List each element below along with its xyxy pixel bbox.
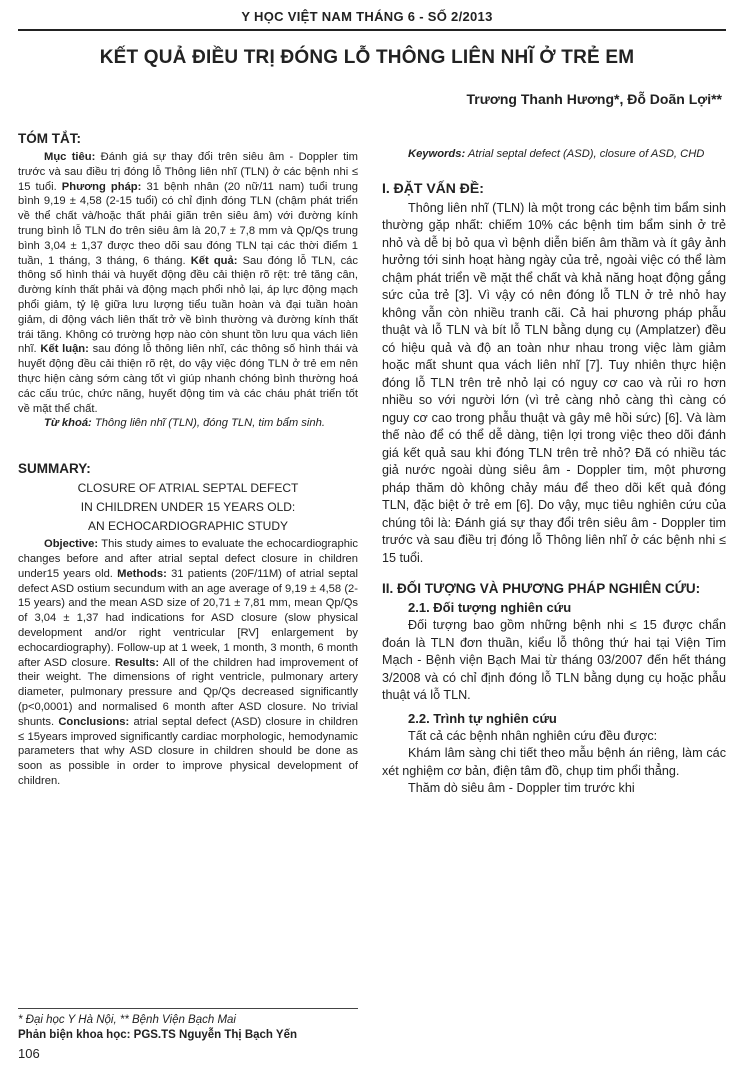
summary-body: [18, 537, 358, 789]
abstract-vi-keywords-label: Từ khoá:: [44, 417, 92, 430]
abstract-vi-conclusion-label: Kết luận:: [40, 343, 89, 356]
article-title: KẾT QUẢ ĐIỀU TRỊ ĐÓNG LỖ THÔNG LIÊN NHĨ Ở TRẺ EM: [99, 47, 635, 68]
summary-conclusion-label: Conclusions:: [58, 715, 130, 728]
summary-title-line: CLOSURE OF ATRIAL SEPTAL DEFECT: [77, 481, 299, 496]
running-head: Y HỌC VIỆT NAM THÁNG 6 - SỐ 2/2013: [241, 9, 493, 24]
affiliation-footnote: * Đại học Y Hà Nội, ** Bệnh Viện Bạch Mai: [18, 1014, 236, 1026]
section-2-1-text: Đối tượng bao gồm những bệnh nhi ≤ 15 được chẩn đoán là TLN đơn thuần, kiểu lỗ thông thứ hai tại Viện Tim Mạch - Bệnh viện Bạch Mai từ tháng 03/2007 đến hết tháng 3/2008 và có chỉ định đóng lỗ TLN bằng dụng cụ hoặc phẫu thuật vá lỗ TLN.: [382, 618, 726, 703]
abstract-vi-result-label: Kết quả:: [190, 254, 238, 267]
footnote-rule: [18, 1008, 358, 1009]
section-2-2-text: Khám lâm sàng chi tiết theo mẫu bệnh án riêng, làm các xét nghiệm cơ bản, điện tâm đồ, chụp tim phổi thẳng.: [382, 746, 726, 778]
summary-objective-text: This study aimes to evaluate the echocardiographic changes before and after atrial septal defect closure in children under15 years old.: [18, 538, 358, 580]
summary-method-label: Methods:: [117, 567, 167, 580]
footnotes: [18, 1013, 358, 1043]
author-line: Trương Thanh Hương*, Đỗ Doãn Lợi**: [466, 91, 722, 107]
section-2-2-text: Tất cả các bệnh nhân nghiên cứu đều được:: [408, 728, 658, 743]
summary-result-text: All of the children had improvement of their weight. The dimensions of right ventricle, pulmonary artery diameter, pulmonary pressure and Qp/Qs decreased significantly (p<0,0001) and normalised 6 month after ASD closure. No trivial shunts.: [18, 656, 358, 728]
right-column: [382, 147, 726, 798]
section-2-2-text: Thăm dò siêu âm - Doppler tim trước khi: [408, 781, 635, 796]
section-1-text: Thông liên nhĩ (TLN) là một trong các bệnh tim bẩm sinh thường gặp nhất: chiếm 10% các bệnh tim bẩm sinh ở trẻ nhỏ và dễ bị bỏ qua vì bệnh diễn biến âm thầm và ít gây ảnh hưởng tới sinh hoạt hàng ngày của trẻ, ngoài việc có thể làm chậm phát triển về mặt thể chất và khả năng hoạt động gắng sức của trẻ [3]. Vì vậy có nên đóng lỗ TLN ở trẻ nhỏ hay không vẫn còn nhiều tranh cãi. Cả hai phương pháp phẫu thuật và lỗ TLN và bít lỗ TLN bằng dụng cụ (Amplatzer) đều có hiệu quả và độ an toàn như nhau trong việc làm giảm hoặc mất shunt qua vách liên nhĩ [7]. Tuy nhiên thực hiện đóng lỗ TLN trên trẻ nhỏ lại có nguy cơ cao và rủi ro hơn nhiều so với người lớn (vì trẻ càng nhỏ càng thì càng có nguy cơ cao trong phẫu thuật và gây mê hồi sức) [6]. Và làm thế nào để có thể dễ dàng, tiện lợi trong việc theo dõi đánh giá kết quả sau khi đóng TLN trên trẻ nhỏ? Đã có nhiều tác giả nước ngoài dùng siêu âm - Doppler tim, một phương pháp thăm dò không chảy máu để theo dõi kết quả đóng TLN, đặc biệt ở trẻ em [6]. Do vậy, mục tiêu nghiên cứu của chúng tôi là: Đánh giá sự thay đổi trên siêu âm - Doppler tim trước và sau điều trị đóng lỗ Thông liên nhĩ ở các bệnh nhi ≤ 15 tuổi.: [382, 200, 726, 565]
keywords-en-label: Keywords:: [408, 148, 466, 160]
summary-result-label: Results:: [114, 656, 160, 669]
header-rule: [18, 29, 726, 31]
reviewer-footnote: Phản biện khoa học: PGS.TS Nguyễn Thị Bạch Yến: [18, 1029, 298, 1041]
abstract-vi-result-text: Sau đóng lỗ TLN, các thông số hình thái và huyết động đều cải thiện rõ rệt: trẻ tăng cân, đường kính thất phải và động mạch phổi nhỏ lại, áp lực động mạch phổi giảm, tỷ lệ giữa lưu lượng tiểu tuần hoàn và đại tuần hoàn giảm, di động vách liên thất trở về bình thường và đường kính thất trái tăng. Không có trường hợp nào còn shunt tồn lưu qua vách liên nhĩ.: [18, 254, 358, 356]
section-2-1-heading: 2.1. Đối tượng nghiên cứu: [408, 600, 572, 616]
section-2-2-heading: 2.2. Trình tự nghiên cứu: [408, 710, 557, 726]
abstract-vi-keywords: [18, 416, 358, 431]
abstract-vi-body: [18, 150, 358, 416]
keywords-en-text: Atrial septal defect (ASD), closure of ASD, CHD: [465, 148, 705, 160]
summary-method-text: 31 patients (20F/11M) of atrial septal defect ASD ostium secundum with an age average of 9,19 ± 4,58 (2-15 years) and the mean ASD size of 20,71 ± 7,81 mm, mean Qp/Qs of 3,04 ± 1,37 had indications for ASD closure (slow physical development and/or right ventricular [RV] enlargement by echocardiography). Follow-up at 1 week, 1 month, 3 month, 6 month after ASD closure.: [18, 567, 358, 669]
abstract-vi-method-label: Phương pháp:: [61, 180, 142, 193]
left-column: [18, 131, 358, 789]
summary-title-line: IN CHILDREN UNDER 15 YEARS OLD:: [80, 500, 296, 515]
abstract-vi-objective-text: Đánh giá sự thay đổi trên siêu âm - Doppler tim trước và sau điều trị đóng lỗ Thông liên nhĩ (TLN) ở các bệnh nhi ≤ 15 tuổi.: [18, 151, 358, 193]
summary-title-line: AN ECHOCARDIOGRAPHIC STUDY: [87, 519, 289, 534]
section-2-heading: II. ĐỐI TƯỢNG VÀ PHƯƠNG PHÁP NGHIÊN CỨU:: [382, 581, 701, 597]
summary-heading: SUMMARY:: [18, 461, 91, 477]
keywords-en: [382, 147, 726, 162]
abstract-vi-objective-label: Mục tiêu:: [44, 151, 96, 163]
abstract-vi-keywords-text: Thông liên nhĩ (TLN), đóng TLN, tim bẩm sinh.: [91, 417, 325, 430]
abstract-vi-method-text: 31 bệnh nhân (20 nữ/11 nam) tuổi trung bình 9,19 ± 4,58 (2-15 tuổi) có chỉ định đóng TLN (chậm phát triển về thể chất và/hoặc thất phải giãn trên siêu âm) với đường kính trung bình lỗ TLN đo trên siêu âm là 20,7 ± 7,8 mm và Qp/Qs trung bình 3,04 ± 1,37 được theo dõi sau đóng TLN tại các thời điểm 1 tuần, 1 tháng, 3 tháng, 6 tháng.: [18, 180, 359, 267]
abstract-vi-conclusion-text: sau đóng lỗ thông liên nhĩ, các thông số hình thái và huyết động đều cải thiện rõ rệt, do vậy việc đóng TLN ở trẻ em nên thực hiện càng sớm càng tốt vì giúp nhanh chóng bình thường hoá các cấu trúc, chức năng, huyết động tim và các cháu phát triển tốt về mặt thể chất.: [18, 343, 358, 415]
summary-objective-label: Objective:: [44, 538, 99, 551]
section-1-heading: I. ĐẶT VẤN ĐỀ:: [382, 179, 484, 196]
summary-conclusion-text: atrial septal defect (ASD) closure in children ≤ 15years improved significantly cardiac morphologic, hemodynamic parameters that why ASD closure in children should be done as soon as possible in order to improve physical development of children.: [18, 715, 358, 787]
page-number: 106: [18, 1046, 40, 1061]
abstract-vi-heading: TÓM TẮT:: [18, 131, 81, 146]
